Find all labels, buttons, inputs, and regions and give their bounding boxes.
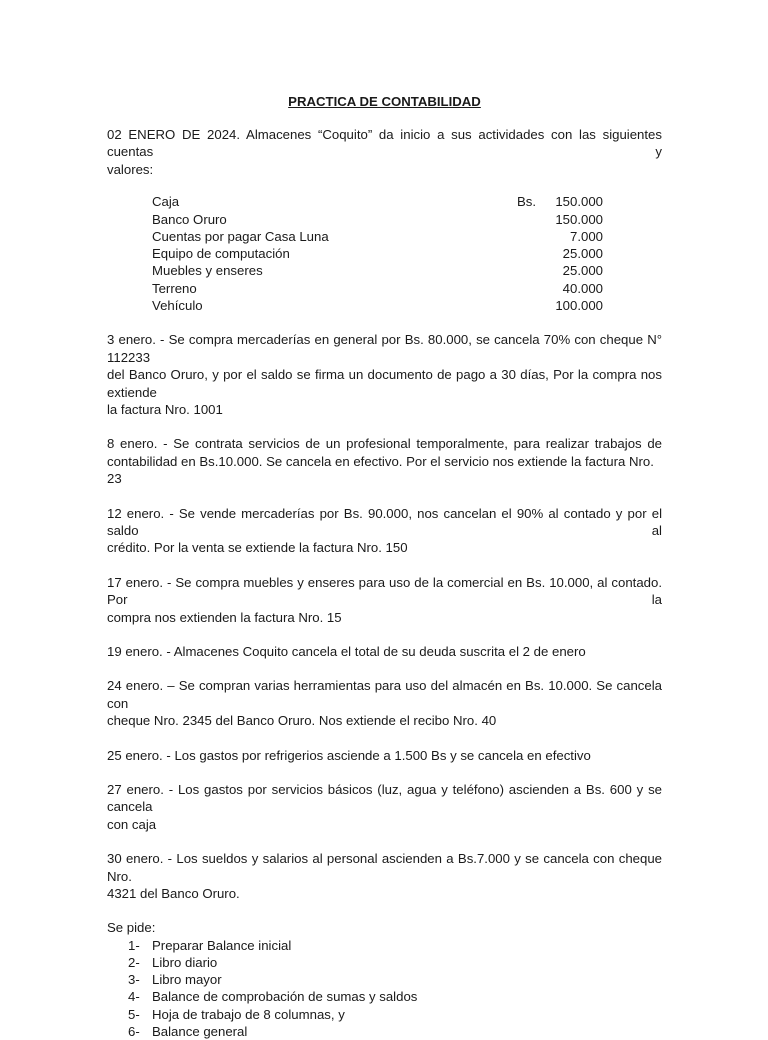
requirement-item xyxy=(107,971,662,988)
document-title: PRACTICA DE CONTABILIDAD xyxy=(288,94,481,109)
transaction-line: compra nos extienden la factura Nro. 15 xyxy=(107,609,342,625)
document-page xyxy=(107,92,662,1040)
account-value: 25.000 xyxy=(562,246,603,262)
requirement-text: Libro diario xyxy=(152,955,218,971)
transaction-line: 24 enero. – Se compran varias herramientas para uso del almacén en Bs. 10.000. Se cancela con xyxy=(107,678,662,711)
account-row xyxy=(152,228,603,245)
account-value: 100.000 xyxy=(555,298,603,313)
requirement-number: 6- xyxy=(128,1023,140,1039)
account-row xyxy=(152,280,603,297)
requirement-item xyxy=(107,954,662,971)
requirement-text: Libro mayor xyxy=(152,972,222,988)
transaction-paragraph xyxy=(107,331,662,418)
transaction-line: 25 enero. - Los gastos por refrigerios asciende a 1.500 Bs y se cancela en efectivo xyxy=(107,747,591,763)
account-row xyxy=(152,297,603,314)
transaction-paragraph xyxy=(107,781,662,833)
transaction-paragraph xyxy=(107,435,662,487)
intro-paragraph xyxy=(107,126,662,178)
account-value: 150.000 xyxy=(555,211,603,227)
account-row xyxy=(152,245,603,262)
requirement-number: 5- xyxy=(128,1006,140,1022)
account-value: 25.000 xyxy=(562,263,603,279)
requirement-item xyxy=(107,937,662,954)
account-row xyxy=(152,193,603,210)
transaction-line: 30 enero. - Los sueldos y salarios al personal ascienden a Bs.7.000 y se cancela con cheque Nro. xyxy=(107,851,662,884)
requirements-list xyxy=(107,937,662,1040)
requirement-number: 2- xyxy=(128,955,140,971)
requirement-number: 4- xyxy=(128,989,140,1005)
requirement-text: Preparar Balance inicial xyxy=(152,937,292,953)
transaction-line: 12 enero. - Se vende mercaderías por Bs. 90.000, nos cancelan el 90% al contado y por el saldo al xyxy=(107,505,662,538)
requirement-item xyxy=(107,1023,662,1040)
accounts-table xyxy=(152,193,603,314)
requirement-number: 3- xyxy=(128,972,140,988)
account-row xyxy=(152,211,603,228)
transaction-line: la factura Nro. 1001 xyxy=(107,401,223,417)
transaction-line: 27 enero. - Los gastos por servicios básicos (luz, agua y teléfono) ascienden a Bs. 600 y se cancela xyxy=(107,782,662,815)
account-name: Equipo de computación xyxy=(152,246,290,262)
requirement-item xyxy=(107,988,662,1005)
account-value: 7.000 xyxy=(569,228,603,244)
account-name: Cuentas por pagar Casa Luna xyxy=(152,228,329,244)
requirement-text: Balance de comprobación de sumas y saldos xyxy=(152,989,418,1005)
intro-line-1: 02 ENERO DE 2024. Almacenes “Coquito” da inicio a sus actividades con las siguientes cuentas y xyxy=(107,127,662,160)
account-name: Muebles y enseres xyxy=(152,263,263,279)
transaction-line: crédito. Por la venta se extiende la factura Nro. 150 xyxy=(107,540,408,556)
account-value: 150.000 xyxy=(555,194,603,210)
transaction-line: 17 enero. - Se compra muebles y enseres para uso de la comercial en Bs. 10.000, al contado. Por la xyxy=(107,574,662,608)
account-name: Vehículo xyxy=(152,298,203,313)
account-name: Terreno xyxy=(152,280,197,296)
requirements-heading: Se pide: xyxy=(107,920,156,936)
requirement-item xyxy=(107,1006,662,1023)
requirement-text: Balance general xyxy=(152,1023,248,1039)
transaction-line: cheque Nro. 2345 del Banco Oruro. Nos extiende el recibo Nro. 40 xyxy=(107,713,497,729)
transaction-paragraph xyxy=(107,850,662,902)
transaction-line: 19 enero. - Almacenes Coquito cancela el total de su deuda suscrita el 2 de enero xyxy=(107,643,586,659)
account-name: Caja xyxy=(152,194,180,210)
transaction-paragraph xyxy=(107,747,662,764)
transaction-paragraph xyxy=(107,574,662,626)
account-name: Banco Oruro xyxy=(152,211,227,227)
requirement-number: 1- xyxy=(128,937,140,953)
transaction-paragraph xyxy=(107,505,662,557)
intro-line-2: valores: xyxy=(107,161,154,177)
transaction-line: contabilidad en Bs.10.000. Se cancela en efectivo. Por el servicio nos extiende la factura Nro. 23 xyxy=(107,453,654,487)
transaction-line: con caja xyxy=(107,816,157,832)
transaction-paragraph xyxy=(107,677,662,729)
transaction-line: 4321 del Banco Oruro. xyxy=(107,886,240,902)
account-row xyxy=(152,262,603,279)
transaction-line: del Banco Oruro, y por el saldo se firma un documento de pago a 30 días, Por la compra nos extiende xyxy=(107,367,662,400)
transaction-line: 3 enero. - Se compra mercaderías en general por Bs. 80.000, se cancela 70% con cheque N° 112233 xyxy=(107,332,662,365)
transaction-line: 8 enero. - Se contrata servicios de un profesional temporalmente, para realizar trabajos de xyxy=(107,436,662,452)
account-currency: Bs. xyxy=(517,194,537,210)
requirements-section xyxy=(107,919,662,1040)
account-value: 40.000 xyxy=(562,280,603,296)
requirement-text: Hoja de trabajo de 8 columnas, y xyxy=(152,1006,345,1022)
transaction-paragraph xyxy=(107,643,662,660)
